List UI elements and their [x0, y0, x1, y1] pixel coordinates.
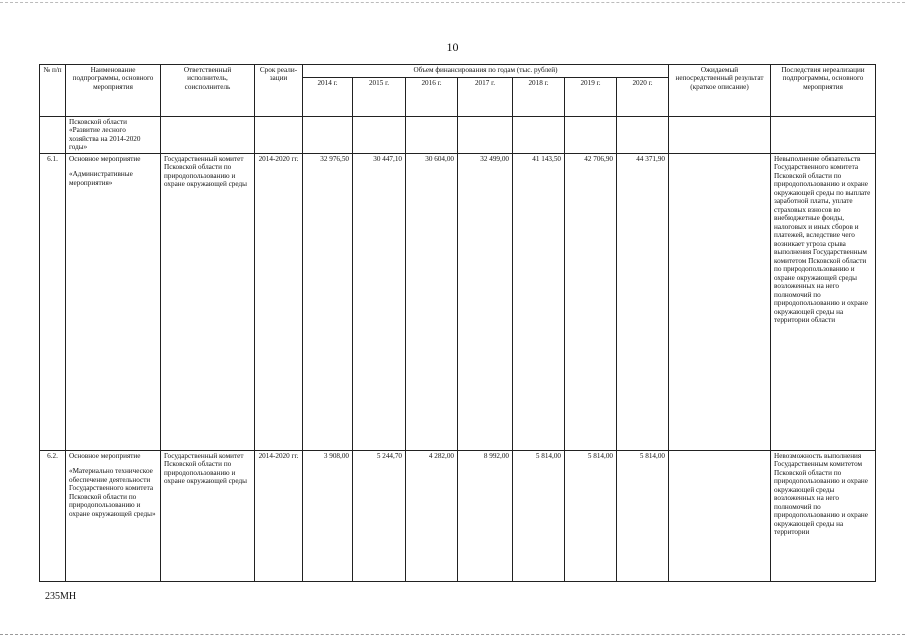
cell-num: 6.1. — [40, 154, 66, 451]
header-year: 2018 г. — [513, 78, 565, 117]
cell-value: 41 143,50 — [513, 154, 565, 451]
table-row — [40, 117, 876, 154]
header-year: 2016 г. — [406, 78, 458, 117]
name-line: «Административные мероприятия» — [69, 170, 133, 187]
funding-table — [39, 64, 876, 582]
header-year: 2014 г. — [303, 78, 353, 117]
cell-result — [669, 117, 771, 154]
header-funding: Объем финансирования по годам (тыс. рублей) — [303, 65, 669, 78]
cell-value — [353, 117, 406, 154]
cell-name — [66, 154, 161, 451]
cell-value: 32 976,50 — [303, 154, 353, 451]
cell-value: 42 706,90 — [565, 154, 617, 451]
cell-responsible: Государственный комитет Псковской области по природопользованию и охране окружающей среды — [161, 451, 255, 582]
cell-num: 6.2. — [40, 451, 66, 582]
cell-value: 5 814,00 — [513, 451, 565, 582]
cell-consequences: Невозможность выполнения Государственным комитетом Псковской области по природопользованию и охране окружающей среды возложенных на него полномочий по природопользованию и охране окружающей среды на территории — [771, 451, 876, 582]
cell-value: 5 244,70 — [353, 451, 406, 582]
scan-edge-top — [0, 2, 905, 4]
cell-value: 4 282,00 — [406, 451, 458, 582]
cell-term: 2014-2020 гг. — [255, 451, 303, 582]
table-row — [40, 451, 876, 582]
header-year: 2019 г. — [565, 78, 617, 117]
header-consequences: Последствия нереализации подпрограммы, основного мероприятия — [771, 65, 876, 117]
cell-consequences: Невыполнение обязательств Государственного комитета Псковской области по природопользованию и охране окружающей среды по выплате заработной платы, уплате страховых взносов во внебюджетные фонды, налоговых и иных сборов и платежей, вследствие чего возникает угроза срыва выполнения Государственным комитетом Псковской области по природопользованию и охране окружающей среды возложенных на него полномочий по природопользованию и охране окружающей среды на территории области — [771, 154, 876, 451]
header-row — [40, 65, 876, 78]
cell-responsible: Государственный комитет Псковской области по природопользованию и охране окружающей среды — [161, 154, 255, 451]
name-line: Основное мероприятие — [69, 155, 141, 163]
header-responsible: Ответственный исполнитель, соисполнитель — [161, 65, 255, 117]
cell-name: Псковской области «Развитие лесного хозяйства на 2014-2020 годы» — [66, 117, 161, 154]
header-term: Срок реали-зации — [255, 65, 303, 117]
cell-value — [513, 117, 565, 154]
cell-value: 32 499,00 — [458, 154, 513, 451]
header-year: 2020 г. — [617, 78, 669, 117]
cell-result — [669, 154, 771, 451]
footer-code: 235МН — [45, 591, 77, 602]
cell-term — [255, 117, 303, 154]
cell-value — [303, 117, 353, 154]
cell-num — [40, 117, 66, 154]
cell-value: 30 447,10 — [353, 154, 406, 451]
cell-value — [617, 117, 669, 154]
cell-value: 30 604,00 — [406, 154, 458, 451]
cell-value: 8 992,00 — [458, 451, 513, 582]
scan-edge-bottom — [0, 634, 905, 636]
cell-value — [565, 117, 617, 154]
cell-result — [669, 451, 771, 582]
header-year: 2017 г. — [458, 78, 513, 117]
header-result: Ожидаемый непосредственный результат (краткое описание) — [669, 65, 771, 117]
name-line: Основное мероприятие — [69, 452, 141, 460]
header-name: Наименование подпрограммы, основного мероприятия — [66, 65, 161, 117]
table-row — [40, 154, 876, 451]
cell-value: 44 371,90 — [617, 154, 669, 451]
header-num: № п/п — [40, 65, 66, 117]
name-line: «Материально техническое обеспечение деятельности Государственного комитета Псковской области по природопользованию и охране окружающей среды» — [69, 467, 156, 518]
header-year: 2015 г. — [353, 78, 406, 117]
cell-value: 5 814,00 — [617, 451, 669, 582]
cell-term: 2014-2020 гг. — [255, 154, 303, 451]
cell-value — [458, 117, 513, 154]
cell-value — [406, 117, 458, 154]
cell-name — [66, 451, 161, 582]
cell-value: 5 814,00 — [565, 451, 617, 582]
cell-responsible — [161, 117, 255, 154]
page-number: 10 — [446, 40, 459, 54]
cell-value: 3 908,00 — [303, 451, 353, 582]
cell-consequences — [771, 117, 876, 154]
